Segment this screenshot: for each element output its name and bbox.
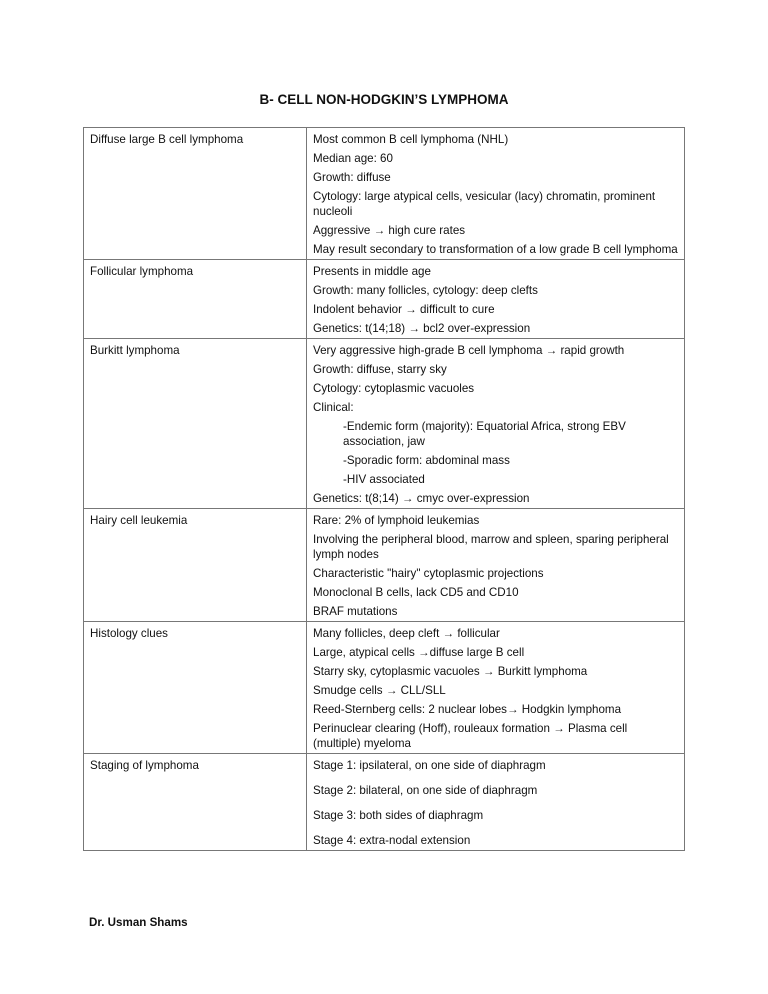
- detail-line: Stage 4: extra-nodal extension: [313, 834, 471, 847]
- detail-line: BRAF mutations: [313, 605, 398, 618]
- detail-line: Genetics: t(14;18) → bcl2 over-expression: [313, 322, 531, 335]
- table-row: [84, 339, 685, 509]
- detail-subline: -Sporadic form: abdominal mass: [343, 454, 510, 467]
- detail-line: Monoclonal B cells, lack CD5 and CD10: [313, 586, 519, 599]
- details-cell: [307, 128, 685, 260]
- details-cell: [307, 509, 685, 622]
- details-cell: [307, 260, 685, 339]
- detail-line: Reed-Sternberg cells: 2 nuclear lobes→ Hodgkin lymphoma: [313, 703, 622, 716]
- detail-line: Large, atypical cells →diffuse large B cell: [313, 646, 525, 659]
- topic-cell: Staging of lymphoma: [84, 754, 307, 851]
- detail-line: Smudge cells → CLL/SLL: [313, 684, 446, 697]
- detail-line: Stage 1: ipsilateral, on one side of diaphragm: [313, 759, 546, 772]
- detail-line: Rare: 2% of lymphoid leukemias: [313, 514, 480, 527]
- details-cell: [307, 754, 685, 851]
- detail-line: Perinuclear clearing (Hoff), rouleaux formation → Plasma cell (multiple) myeloma: [313, 722, 628, 750]
- detail-line: Stage 3: both sides of diaphragm: [313, 809, 484, 822]
- detail-line: Characteristic "hairy" cytoplasmic projections: [313, 567, 544, 580]
- detail-line: Very aggressive high-grade B cell lymphoma → rapid growth: [313, 344, 625, 357]
- topic-cell: Follicular lymphoma: [84, 260, 307, 339]
- detail-line: Aggressive → high cure rates: [313, 224, 466, 237]
- detail-line: Stage 2: bilateral, on one side of diaphragm: [313, 784, 538, 797]
- topic-cell: Burkitt lymphoma: [84, 339, 307, 509]
- detail-line: Growth: diffuse: [313, 171, 391, 184]
- detail-line: Clinical:: [313, 401, 354, 414]
- detail-line: Most common B cell lymphoma (NHL): [313, 133, 509, 146]
- detail-subline: -Endemic form (majority): Equatorial Africa, strong EBV association, jaw: [343, 420, 626, 448]
- details-cell: [307, 339, 685, 509]
- detail-line: May result secondary to transformation of a low grade B cell lymphoma: [313, 243, 678, 256]
- detail-line: Cytology: large atypical cells, vesicular (lacy) chromatin, prominent nucleoli: [313, 190, 656, 218]
- page-title: B- CELL NON-HODGKIN’S LYMPHOMA: [259, 92, 509, 107]
- table-row: [84, 754, 685, 851]
- detail-subline: -HIV associated: [343, 473, 425, 486]
- detail-line: Many follicles, deep cleft → follicular: [313, 627, 500, 640]
- detail-line: Growth: diffuse, starry sky: [313, 363, 447, 376]
- table-row: [84, 128, 685, 260]
- detail-line: Indolent behavior → difficult to cure: [313, 303, 495, 316]
- detail-line: Growth: many follicles, cytology: deep clefts: [313, 284, 538, 297]
- detail-line: Involving the peripheral blood, marrow and spleen, sparing peripheral lymph nodes: [313, 533, 669, 561]
- detail-line: Presents in middle age: [313, 265, 431, 278]
- table-row: [84, 622, 685, 754]
- lymphoma-table: [83, 127, 685, 851]
- table-row: [84, 509, 685, 622]
- author-footer: Dr. Usman Shams: [89, 916, 188, 929]
- detail-line: Median age: 60: [313, 152, 393, 165]
- detail-line: Genetics: t(8;14) → cmyc over-expression: [313, 492, 530, 505]
- details-cell: [307, 622, 685, 754]
- topic-cell: Hairy cell leukemia: [84, 509, 307, 622]
- topic-cell: Histology clues: [84, 622, 307, 754]
- detail-line: Cytology: cytoplasmic vacuoles: [313, 382, 475, 395]
- detail-line: Starry sky, cytoplasmic vacuoles → Burkitt lymphoma: [313, 665, 588, 678]
- table-row: [84, 260, 685, 339]
- topic-cell: Diffuse large B cell lymphoma: [84, 128, 307, 260]
